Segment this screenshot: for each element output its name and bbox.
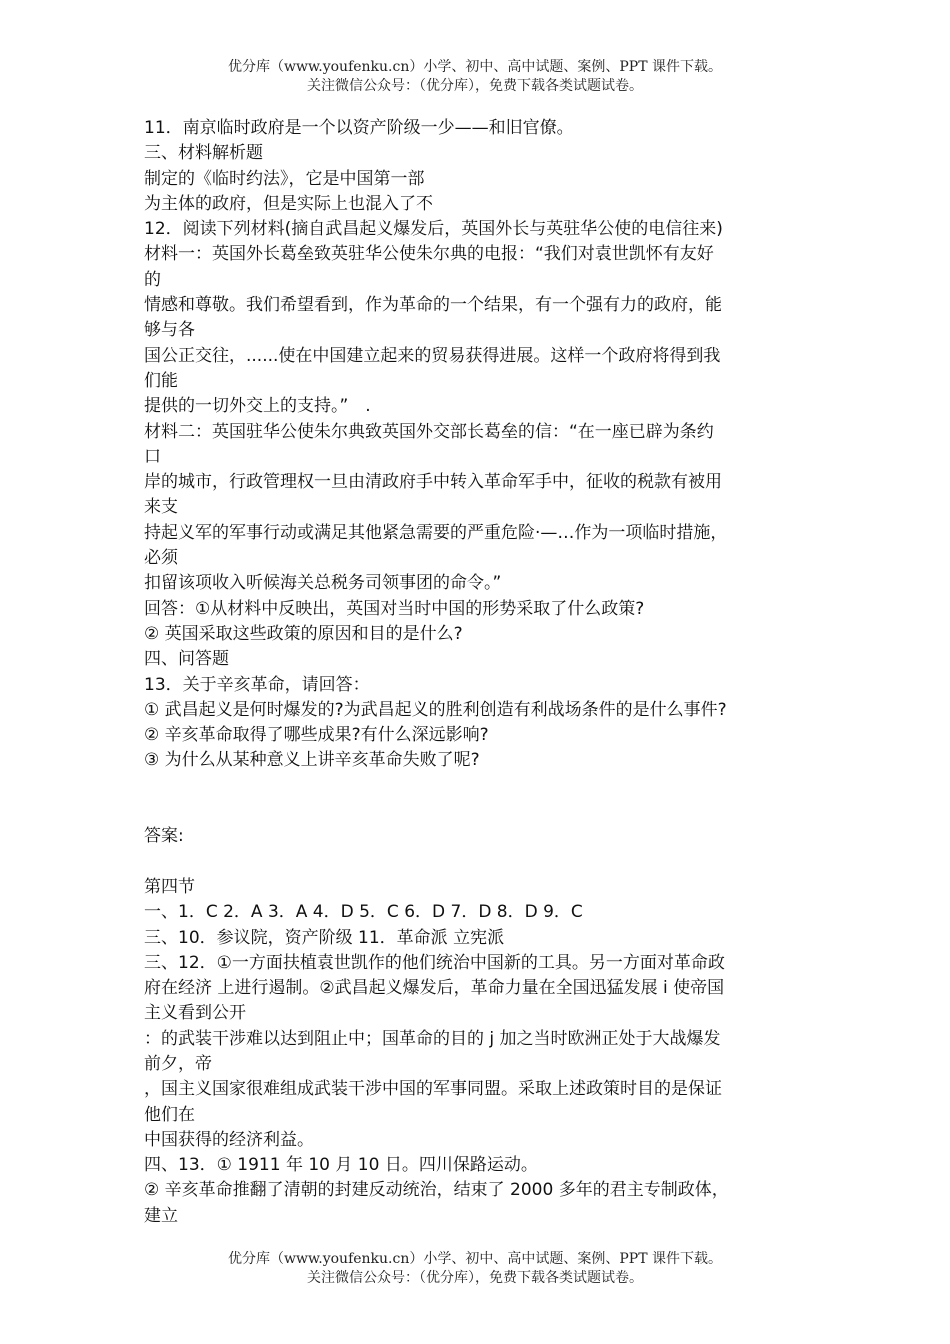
blank-line (144, 799, 804, 824)
text-line: 建立 (144, 1205, 178, 1226)
text-line: 四、13．① 1911 年 10 月 10 日。四川保路运动。 (144, 1155, 538, 1176)
page-footer (0, 1250, 950, 1288)
document-body (144, 116, 804, 1229)
text-line: ② 辛亥革命取得了哪些成果?有什么深远影响? (144, 725, 489, 746)
text-line: 一、1．C 2．A 3．A 4．D 5．C 6．D 7．D 8．D 9．C (144, 902, 583, 923)
text-line: ② 英国采取这些政策的原因和目的是什么? (144, 623, 463, 644)
text-line: 情感和尊敬。我们希望看到，作为革命的一个结果，有一个强有力的政府，能 (144, 295, 722, 316)
text-line: 三、材料解析题 (144, 143, 263, 164)
text-line: 必须 (144, 548, 178, 569)
text-line: 够与各 (144, 320, 195, 341)
text-line: 为主体的政府，但是实际上也混入了不 (144, 193, 433, 214)
text-line: 们能 (144, 370, 178, 391)
text-line: 持起义军的军事行动或满足其他紧急需要的严重危险·—…作为一项临时措施， (144, 522, 728, 543)
text-line: 岸的城市，行政管理权一旦由清政府手中转入革命军手中，征收的税款有被用 (144, 472, 722, 493)
text-line: 提供的一切外交上的支持。” . (144, 396, 371, 417)
text-line: 回答：①从材料中反映出，英国对当时中国的形势采取了什么政策? (144, 598, 645, 619)
text-line: 来支 (144, 497, 178, 518)
text-line: 四、问答题 (144, 649, 229, 670)
text-line: 府在经济 上进行遏制。②武昌起义爆发后，革命力量在全国迅猛发展 i 使帝国 (144, 978, 725, 999)
text-line: 中国获得的经济利益。 (144, 1129, 314, 1150)
text-line: ，国主义国家很难组成武装干涉中国的军事同盟。采取上述政策时目的是保证 (144, 1079, 722, 1100)
text-line: 主义看到公开 (144, 1003, 246, 1024)
text-line: ② 辛亥革命推翻了清朝的封建反动统治，结束了 2000 多年的君主专制政体， (144, 1180, 729, 1201)
header-line-2: 关注微信公众号：（优分库），免费下载各类试题试卷。 (307, 78, 643, 94)
text-line: ：的武装干涉难以达到阻止中；国革命的目的 j 加之当时欧洲正处于大战爆发 (144, 1028, 721, 1049)
text-line: 制定的《临时约法》，它是中国第一部 (144, 168, 425, 189)
text-line: 国公正交往，......使在中国建立起来的贸易获得进展。这样一个政府将得到我 (144, 345, 721, 366)
text-line: 前夕，帝 (144, 1053, 212, 1074)
text-line: 扣留该项收入听候海关总税务司领事团的命令。” (144, 573, 502, 594)
text-line: 他们在 (144, 1104, 195, 1125)
text-line: 三、10．参议院，资产阶级 11．革命派 立宪派 (144, 927, 505, 948)
text-line: ③ 为什么从某种意义上讲辛亥革命失败了呢? (144, 750, 480, 771)
text-line: 材料一：英国外长葛垒致英驻华公使朱尔典的电报：“我们对袁世凯怀有友好 (144, 244, 714, 265)
text-line: 三、12．①一方面扶植袁世凯作的他们统治中国新的工具。另一方面对革命政 (144, 952, 725, 973)
text-line: 13．关于辛亥革命，请回答： (144, 674, 370, 695)
text-line: ① 武昌起义是何时爆发的?为武昌起义的胜利创造有利战场条件的是什么事件? (144, 699, 727, 720)
text-line: 12．阅读下列材料(摘自武昌起义爆发后，英国外长与英驻华公使的电信往来) (144, 219, 723, 240)
text-line: 的 (144, 269, 161, 290)
blank-line (144, 774, 804, 799)
text-line: 11．南京临时政府是一个以资产阶级一少——和旧官僚。 (144, 118, 574, 138)
page-header (0, 58, 950, 96)
text-line: 答案: (144, 826, 184, 847)
footer-line-1: 优分库（www.youfenku.cn）小学、初中、高中试题、案例、PPT 课件下载。 (227, 1251, 722, 1267)
header-line-1: 优分库（www.youfenku.cn）小学、初中、高中试题、案例、PPT 课件下载。 (227, 59, 722, 75)
text-line: 材料二：英国驻华公使朱尔典致英国外交部长葛垒的信：“在一座已辟为条约 (144, 421, 714, 442)
blank-line (144, 850, 804, 875)
text-line: 口 (144, 446, 161, 467)
text-line: 第四节 (144, 876, 195, 897)
footer-line-2: 关注微信公众号：（优分库），免费下载各类试题试卷。 (307, 1270, 643, 1286)
